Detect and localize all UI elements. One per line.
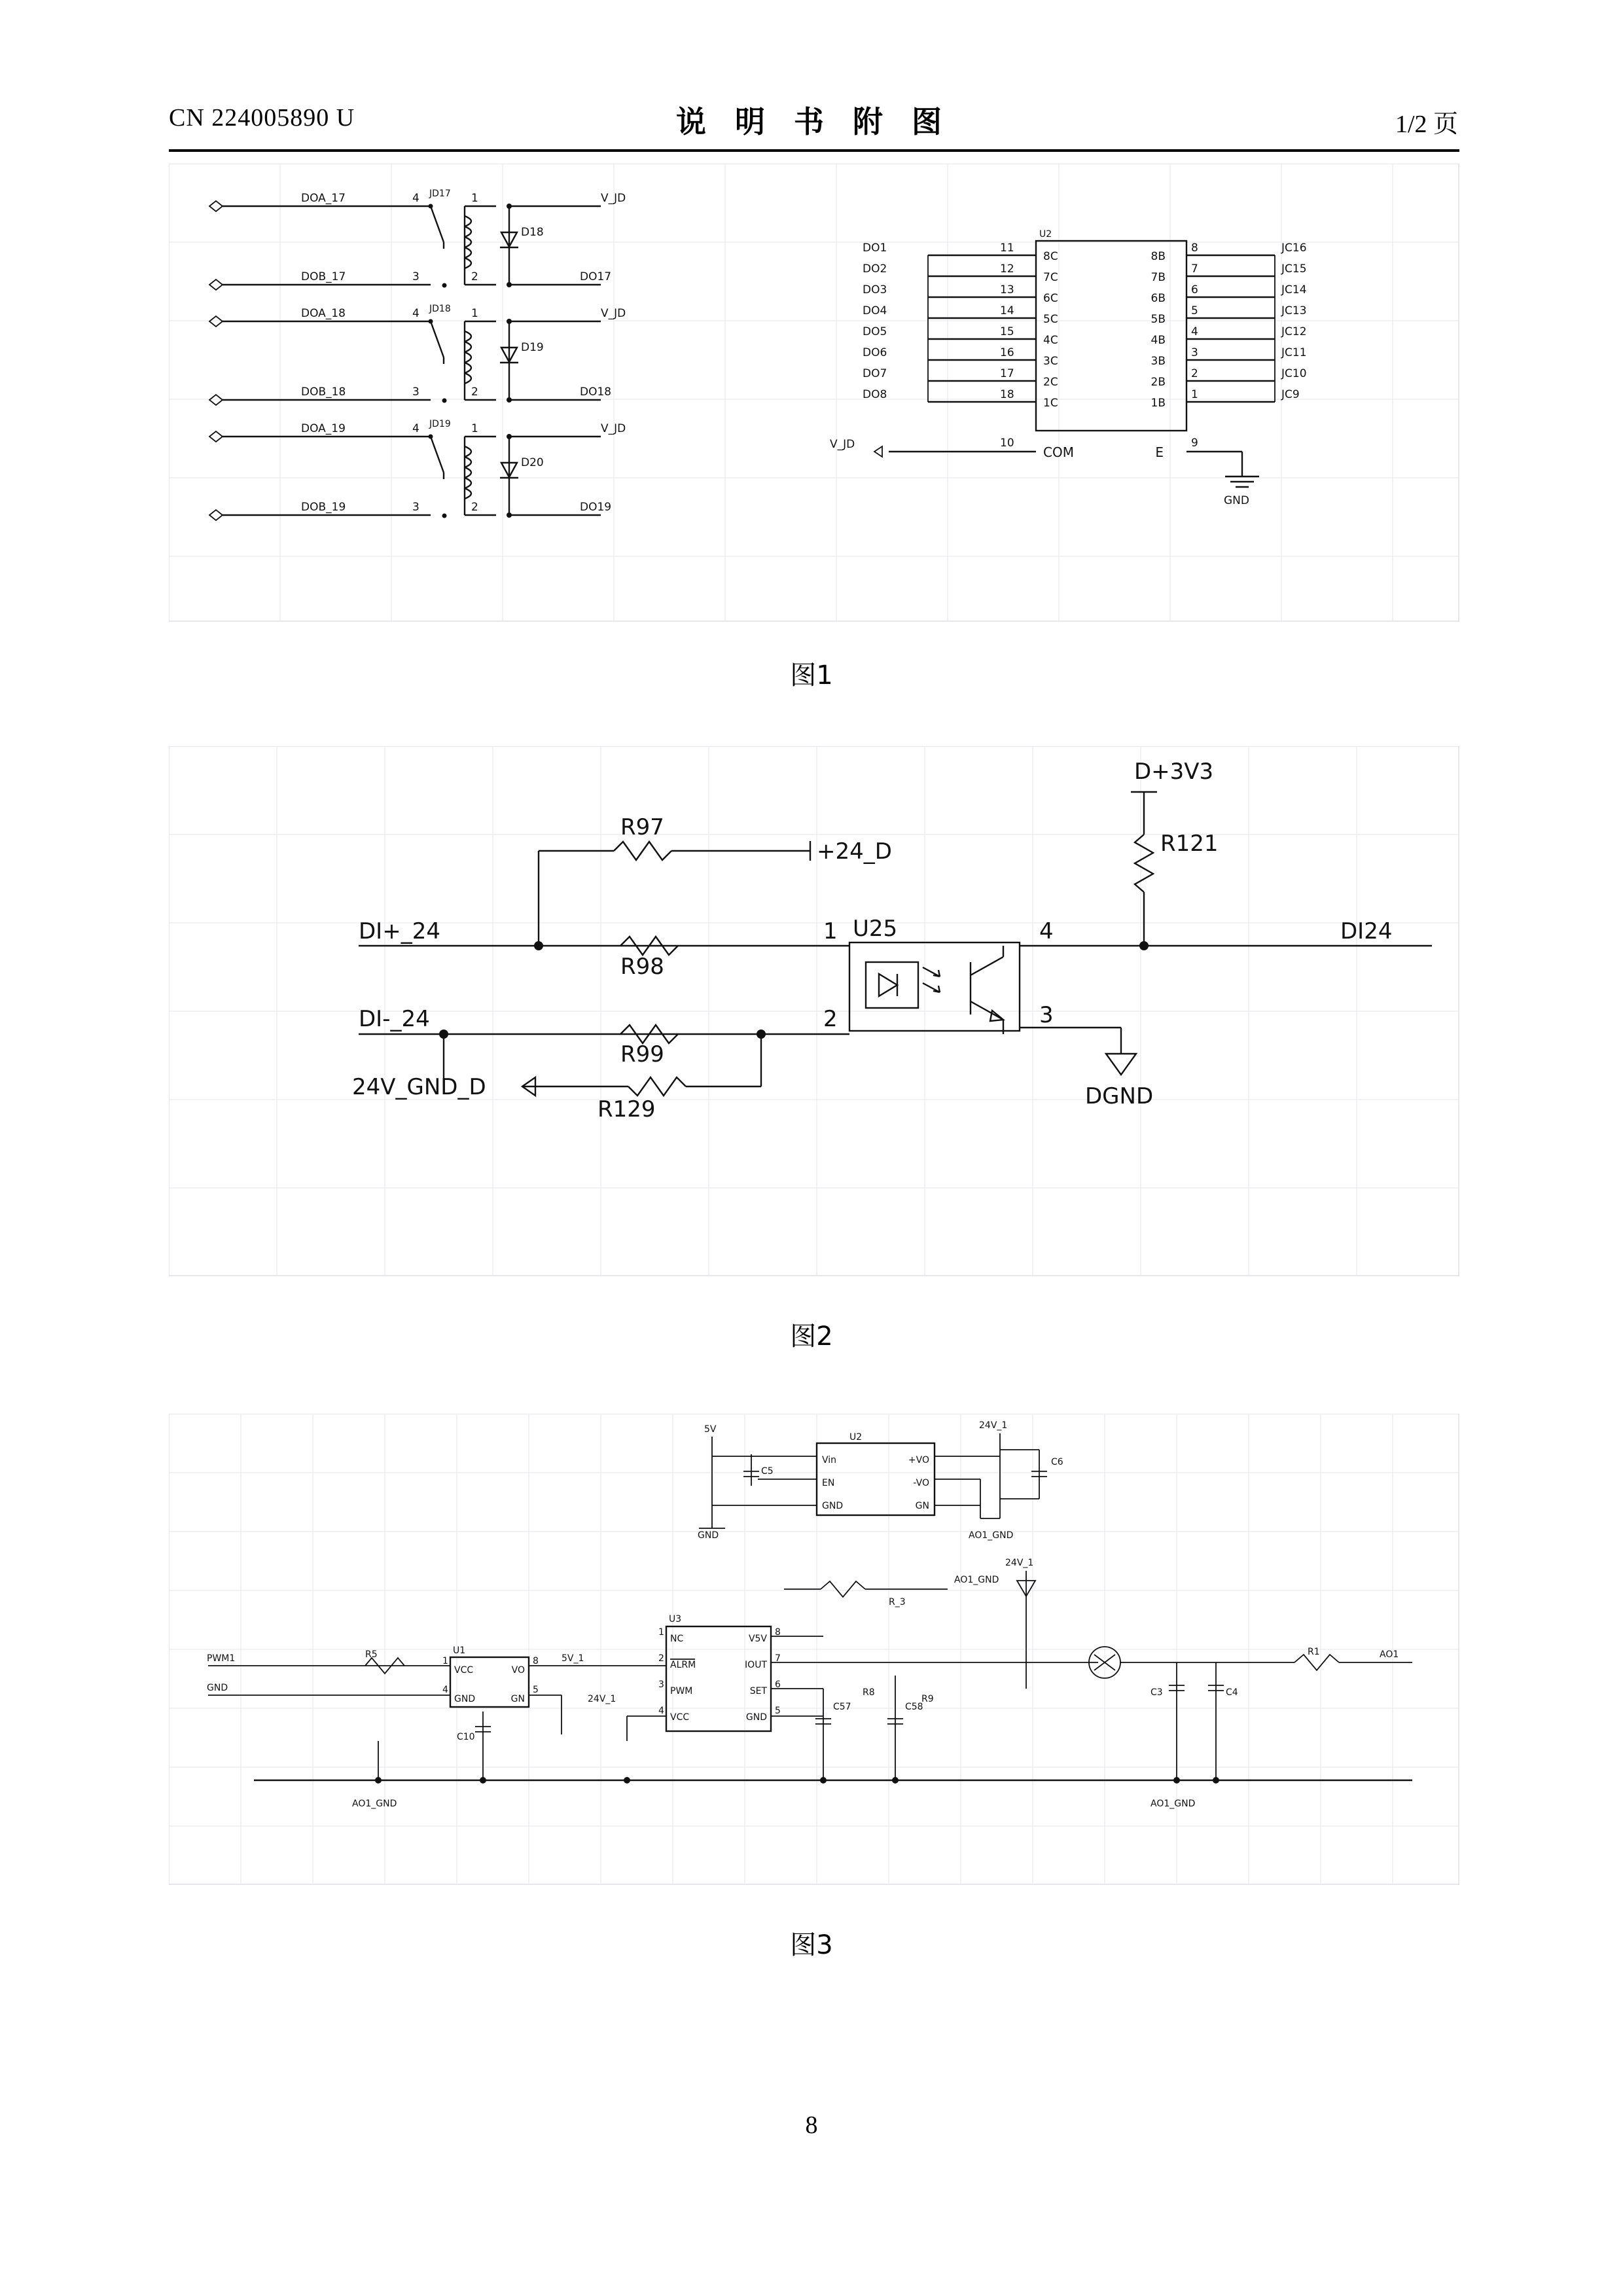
svg-text:DI-_24: DI-_24	[359, 1006, 430, 1032]
svg-text:14: 14	[1000, 304, 1014, 317]
svg-text:3C: 3C	[1043, 355, 1058, 368]
svg-text:4: 4	[412, 192, 419, 205]
figure-1-schematic	[169, 164, 1459, 622]
svg-text:PWM1: PWM1	[207, 1653, 236, 1664]
svg-text:7: 7	[775, 1653, 781, 1664]
figure-2-schematic	[169, 746, 1459, 1276]
svg-text:JC15: JC15	[1281, 262, 1307, 276]
svg-text:8B: 8B	[1150, 250, 1166, 263]
svg-text:R5: R5	[365, 1649, 378, 1660]
svg-text:8: 8	[1191, 242, 1198, 255]
svg-text:U2: U2	[1039, 229, 1052, 240]
svg-text:AO1: AO1	[1380, 1649, 1399, 1660]
svg-text:1: 1	[658, 1627, 664, 1638]
svg-text:DO17: DO17	[580, 270, 612, 283]
figure-3-schematic	[169, 1414, 1459, 1885]
svg-text:16: 16	[1000, 346, 1014, 359]
svg-text:5C: 5C	[1043, 313, 1058, 326]
svg-text:PWM: PWM	[670, 1686, 693, 1696]
svg-text:1: 1	[471, 307, 478, 320]
svg-text:24V_1: 24V_1	[588, 1694, 616, 1704]
svg-text:AO1_GND: AO1_GND	[969, 1530, 1014, 1541]
svg-text:DO6: DO6	[863, 346, 887, 359]
svg-text:6: 6	[775, 1679, 781, 1690]
svg-text:5: 5	[1191, 304, 1198, 317]
svg-text:JC14: JC14	[1281, 283, 1307, 296]
svg-text:2: 2	[471, 501, 478, 514]
svg-text:GND: GND	[454, 1694, 476, 1704]
svg-text:V5V: V5V	[748, 1634, 767, 1644]
svg-text:-VO: -VO	[913, 1478, 929, 1488]
svg-text:8: 8	[775, 1627, 781, 1638]
svg-text:EN: EN	[822, 1478, 835, 1488]
svg-text:JC13: JC13	[1281, 304, 1307, 317]
svg-text:5B: 5B	[1150, 313, 1166, 326]
svg-text:6B: 6B	[1150, 292, 1166, 305]
svg-text:AO1_GND: AO1_GND	[1150, 1799, 1196, 1809]
svg-text:3: 3	[1191, 346, 1198, 359]
svg-text:1: 1	[823, 918, 838, 944]
svg-text:C3: C3	[1150, 1687, 1163, 1698]
svg-text:V_JD: V_JD	[830, 438, 855, 451]
figure-3-caption: 图3	[790, 1930, 833, 1960]
page-indicator: 1/2 页	[1395, 111, 1458, 138]
svg-text:U1: U1	[453, 1645, 466, 1656]
svg-text:DO19: DO19	[580, 501, 612, 514]
svg-text:3: 3	[1039, 1002, 1054, 1028]
svg-text:1: 1	[471, 422, 478, 435]
svg-text:4C: 4C	[1043, 334, 1058, 347]
svg-text:DOB_18: DOB_18	[301, 386, 346, 399]
svg-text:2: 2	[823, 1006, 838, 1032]
svg-text:VCC: VCC	[454, 1665, 474, 1676]
svg-text:24V_1: 24V_1	[1005, 1558, 1034, 1568]
svg-text:DOA_19: DOA_19	[301, 422, 346, 435]
svg-text:18: 18	[1000, 388, 1014, 401]
svg-text:2: 2	[658, 1653, 664, 1664]
svg-text:V_JD: V_JD	[601, 307, 626, 320]
svg-text:11: 11	[1000, 242, 1014, 255]
page-number: 8	[805, 2111, 818, 2139]
svg-text:7C: 7C	[1043, 271, 1058, 284]
svg-text:COM: COM	[1043, 444, 1074, 460]
svg-text:DO8: DO8	[863, 388, 887, 401]
svg-text:DO5: DO5	[863, 325, 887, 338]
svg-text:SET: SET	[749, 1686, 767, 1696]
svg-text:5: 5	[775, 1706, 781, 1716]
svg-text:D18: D18	[521, 226, 544, 239]
svg-text:R8: R8	[863, 1687, 875, 1698]
svg-text:3: 3	[412, 270, 419, 283]
svg-text:2: 2	[471, 386, 478, 399]
svg-text:1C: 1C	[1043, 397, 1058, 410]
figure-2-caption: 图2	[790, 1321, 833, 1352]
svg-text:IOUT: IOUT	[745, 1660, 767, 1670]
svg-text:VCC: VCC	[670, 1712, 690, 1723]
svg-text:GND: GND	[745, 1712, 767, 1723]
svg-text:GND: GND	[1224, 494, 1249, 507]
svg-text:GND: GND	[822, 1501, 844, 1511]
svg-text:ALRM: ALRM	[670, 1660, 696, 1670]
svg-text:U3: U3	[669, 1614, 682, 1624]
svg-text:R129: R129	[597, 1096, 656, 1122]
svg-text:2: 2	[1191, 367, 1198, 380]
svg-text:Vin: Vin	[822, 1455, 837, 1465]
svg-text:JC12: JC12	[1281, 325, 1307, 338]
svg-text:VO: VO	[511, 1665, 525, 1676]
figure-1-caption: 图1	[790, 660, 833, 691]
svg-text:D+3V3: D+3V3	[1134, 759, 1214, 785]
svg-text:DI24: DI24	[1340, 918, 1393, 944]
svg-text:7: 7	[1191, 262, 1198, 276]
svg-text:JD17: JD17	[429, 188, 451, 199]
svg-text:JC9: JC9	[1281, 388, 1300, 401]
svg-text:2C: 2C	[1043, 376, 1058, 389]
svg-text:DI+_24: DI+_24	[359, 918, 440, 944]
svg-text:4: 4	[1191, 325, 1198, 338]
svg-text:24V_1: 24V_1	[979, 1420, 1008, 1431]
svg-text:2B: 2B	[1150, 376, 1166, 389]
svg-text:5: 5	[533, 1685, 539, 1695]
svg-text:AO1_GND: AO1_GND	[352, 1799, 397, 1809]
svg-text:17: 17	[1000, 367, 1014, 380]
svg-text:10: 10	[1000, 437, 1014, 450]
svg-text:GND: GND	[698, 1530, 719, 1541]
svg-text:DOA_18: DOA_18	[301, 307, 346, 320]
svg-text:R9: R9	[921, 1694, 934, 1704]
svg-text:JC10: JC10	[1281, 367, 1307, 380]
svg-text:8C: 8C	[1043, 250, 1058, 263]
svg-text:4: 4	[412, 422, 419, 435]
svg-text:15: 15	[1000, 325, 1014, 338]
svg-text:GN: GN	[915, 1501, 929, 1511]
svg-text:DGND: DGND	[1085, 1083, 1154, 1109]
svg-text:V_JD: V_JD	[601, 422, 626, 435]
svg-text:D20: D20	[521, 456, 544, 469]
svg-text:JD19: JD19	[429, 419, 451, 429]
svg-text:4: 4	[658, 1706, 664, 1716]
svg-text:8: 8	[533, 1656, 539, 1666]
svg-text:R98: R98	[620, 954, 664, 980]
svg-text:13: 13	[1000, 283, 1014, 296]
svg-text:DO1: DO1	[863, 242, 887, 255]
svg-text:C6: C6	[1051, 1457, 1063, 1467]
svg-text:C57: C57	[833, 1702, 851, 1712]
svg-text:DOB_19: DOB_19	[301, 501, 346, 514]
svg-text:E: E	[1155, 444, 1164, 460]
svg-text:1: 1	[442, 1656, 448, 1666]
svg-text:6: 6	[1191, 283, 1198, 296]
svg-text:JC16: JC16	[1281, 242, 1307, 255]
svg-text:4: 4	[442, 1685, 448, 1695]
svg-text:NC: NC	[670, 1634, 684, 1644]
svg-text:C5: C5	[761, 1466, 774, 1477]
svg-text:JC11: JC11	[1281, 346, 1307, 359]
svg-text:R99: R99	[620, 1041, 664, 1067]
svg-text:12: 12	[1000, 262, 1014, 276]
svg-text:+VO: +VO	[908, 1455, 929, 1465]
svg-text:3: 3	[412, 501, 419, 514]
svg-text:2: 2	[471, 270, 478, 283]
svg-text:DO18: DO18	[580, 386, 612, 399]
svg-text:C10: C10	[457, 1732, 475, 1742]
svg-text:24V_GND_D: 24V_GND_D	[352, 1074, 486, 1100]
patent-number: CN 224005890 U	[169, 104, 355, 132]
svg-text:4: 4	[412, 307, 419, 320]
svg-text:6C: 6C	[1043, 292, 1058, 305]
document-title: 说 明 书 附 图	[675, 104, 952, 139]
svg-text:DOB_17: DOB_17	[301, 270, 346, 283]
svg-text:R121: R121	[1160, 831, 1219, 857]
svg-text:GND: GND	[207, 1683, 228, 1693]
svg-text:DO3: DO3	[863, 283, 887, 296]
svg-text:JD18: JD18	[429, 304, 451, 314]
svg-text:+24_D: +24_D	[817, 838, 892, 865]
svg-text:C58: C58	[905, 1702, 923, 1712]
svg-text:4B: 4B	[1150, 334, 1166, 347]
header-divider	[169, 149, 1459, 152]
svg-text:3B: 3B	[1150, 355, 1166, 368]
svg-text:AO1_GND: AO1_GND	[954, 1575, 999, 1585]
svg-text:DO7: DO7	[863, 367, 887, 380]
svg-text:9: 9	[1191, 437, 1198, 450]
svg-text:4: 4	[1039, 918, 1054, 944]
svg-text:DOA_17: DOA_17	[301, 192, 346, 205]
svg-text:V_JD: V_JD	[601, 192, 626, 205]
svg-text:R97: R97	[620, 814, 664, 840]
svg-text:3: 3	[412, 386, 419, 399]
svg-text:U2: U2	[849, 1432, 863, 1443]
svg-text:C4: C4	[1226, 1687, 1238, 1698]
svg-text:1: 1	[471, 192, 478, 205]
svg-text:D19: D19	[521, 341, 544, 354]
svg-text:1: 1	[1191, 388, 1198, 401]
svg-text:R_3: R_3	[889, 1597, 906, 1607]
svg-text:GN: GN	[510, 1694, 525, 1704]
page-header	[169, 98, 1458, 144]
svg-text:DO2: DO2	[863, 262, 887, 276]
svg-text:U25: U25	[853, 916, 898, 942]
svg-text:5V_1: 5V_1	[562, 1653, 584, 1664]
svg-text:7B: 7B	[1150, 271, 1166, 284]
svg-text:DO4: DO4	[863, 304, 887, 317]
svg-text:3: 3	[658, 1679, 664, 1690]
svg-text:R1: R1	[1308, 1647, 1320, 1657]
svg-text:1B: 1B	[1150, 397, 1166, 410]
svg-text:5V: 5V	[704, 1424, 717, 1435]
